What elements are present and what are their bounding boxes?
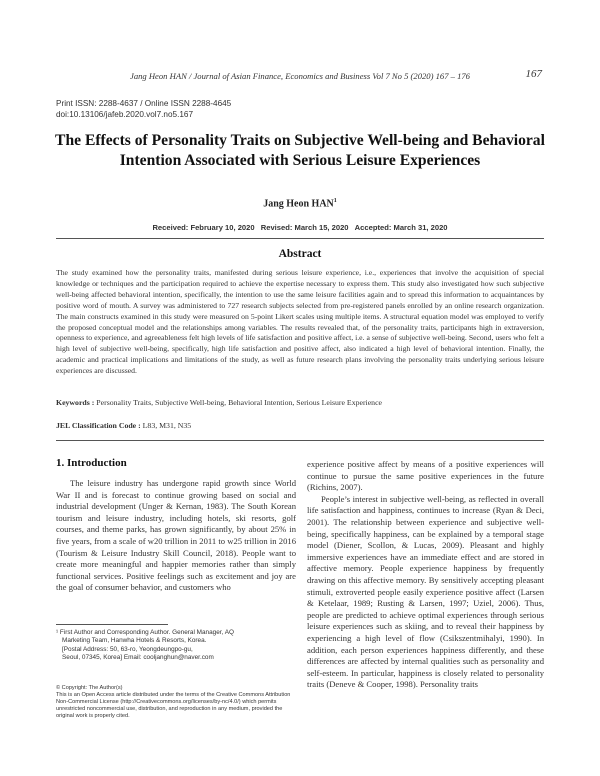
footnote-rule [56,624,168,625]
jel-line [56,421,544,430]
license-text: This is an Open Access article distributed under the terms of the Creative Commons Attribution Non-Commercial License (http://Creativecommons.org/licenses/by-nc/4.0/) which permits unrestricted noncommercial use, distribution, and reproduction in any medium, provided the original work is properly cited. [56,692,291,720]
intro-paragraph-2: People’s interest in subjective well-being, as reflected in overall life satisfaction and happiness, continues to increase (Ryan & Deci, 2001). The relationship between experience and subjective well-being, specifically happiness, can be explained by a temporal stage model (Diener, Scollon, & Lucas, 2009). Pleasant and highly immersive experiences have an immediate effect and are stored in affective memory. People experience happiness by frequently drawing on this affective memory. By sensitively accepting pleasant stimuli, extroverted people easily experience positive affect (Larsen & Ketelaar, 1989; Rusting & Larsen, 1997; Uziel, 2006). Thus, people are predicted to achieve optimal experiences through serious leisure experiences such as skiing, and to reveal their happiness by experiencing a high level of flow (Csikszentmihalyi, 1990). In addition, each person experiences happiness differently, and these differences are affected by internal qualities such as personality and self-esteem. In particular, happiness is closely related to personality traits (Deneve & Cooper, 1998). Personality traits [307,493,544,690]
divider-top [56,238,544,239]
divider-bottom [56,440,544,441]
author-line [0,198,600,209]
doi-line[interactable]: doi:10.13106/jafeb.2020.vol7.no5.167 [56,110,194,119]
author-footnote [56,629,296,662]
footnote-line-3: [Postal Address: 50, 63-ro, Yeongdeungpo-gu, [62,645,193,653]
abstract-body: The study examined how the personality traits, manifested during serious leisure experience, i.e., experiences that involve the acquisition of special knowledge or techniques and the participation required to achieve the expertise necessary to express them. This study also investigated how such subjective well-being affected behavioral intention, specifically, the intention to use the same leisure facilities again and to spread this information to acquaintances by positive word of mouth. A survey was administered to 727 research subjects selected from pre-registered panels enrolled by an online research organization. The main constructs examined in this study were measured on 5-point Likert scales using multiple items. A structural equation model was employed to verify the proposed conceptual model and the relationships among variables. The results revealed that, of the personality traits, participants high in extraversion, openness to experience, and agreeableness felt high levels of life satisfaction and positive affect, i.e. a sense of subjective well-being. Second, users who felt a high level of subjective well-being, specifically, high life satisfaction and positive affect, also indicated a high level of behavioral intention. Finally, the academic and practical implications and limitations of the study, as well as future research plans involving the personality traits underlying serious leisure experiences are discussed. [56,268,544,376]
left-column-text [56,478,296,594]
title-line-1: The Effects of Personality Traits on Subjective Well-being and Behavioral [55,132,545,149]
abstract-heading: Abstract [278,248,322,260]
keywords-text: Personality Traits, Subjective Well-being, Behavioral Intention, Serious Leisure Experience [96,398,382,407]
keywords-label: Keywords : [56,398,95,407]
issn-line: Print ISSN: 2288-4637 / Online ISSN 2288-4645 [56,99,232,108]
submission-dates [0,223,600,232]
intro-paragraph-1: The leisure industry has undergone rapid growth since World War II and is forecast to continue growing based on social and industrial development (Unger & Kernan, 1983). The South Korean tourism and leisure industry, including hotels, ski resorts, golf courses, and theme parks, has grown significantly, by about 25% in five years, from a scale of w20 trillion in 2011 to w25 trillion in 2016 (Tourism & Leisure Industry Skill Council, 2018). People want to create more meaningful and happier memories rather than simply functional services. Positive feelings such as excitement and joy are the goal of consumer behavior, and customers who [56,478,296,593]
copyright-line: © Copyright: The Author(s) [56,685,123,691]
footnote-line-4: Seoul, 07345, Korea] Email: cooljanghun@naver.com [62,653,214,661]
page-number: 167 [525,68,542,80]
intro-paragraph-continued: experience positive affect by means of a positive experiences will continue to pursue the same positive experiences in the future (Richins, 2007). [307,459,544,493]
author-footnote-marker: 1 [333,198,337,204]
copyright-notice [56,685,296,720]
footnote-line-2: Marketing Team, Hanwha Hotels & Resorts, Korea. [62,637,207,645]
keywords-line [56,398,544,407]
jel-label: JEL Classification Code : [56,421,141,430]
section-heading-introduction: 1. Introduction [56,457,127,469]
received-date: Received: February 10, 2020 [152,223,255,232]
issn-block [56,98,231,120]
footnote-line-1: ¹ First Author and Corresponding Author. General Manager, AQ [56,629,234,636]
right-column-text [307,459,544,691]
title-line-2: Intention Associated with Serious Leisure Experiences [119,152,481,169]
jel-text: L83, M31, N35 [142,421,192,430]
accepted-date: Accepted: March 31, 2020 [354,223,448,232]
running-head: Jang Heon HAN / Journal of Asian Finance, Economics and Business Vol 7 No 5 (2020) 167 – 176 [130,71,470,81]
paper-title [40,131,560,171]
author-name: Jang Heon HAN [263,198,334,210]
revised-date: Revised: March 15, 2020 [260,223,349,232]
